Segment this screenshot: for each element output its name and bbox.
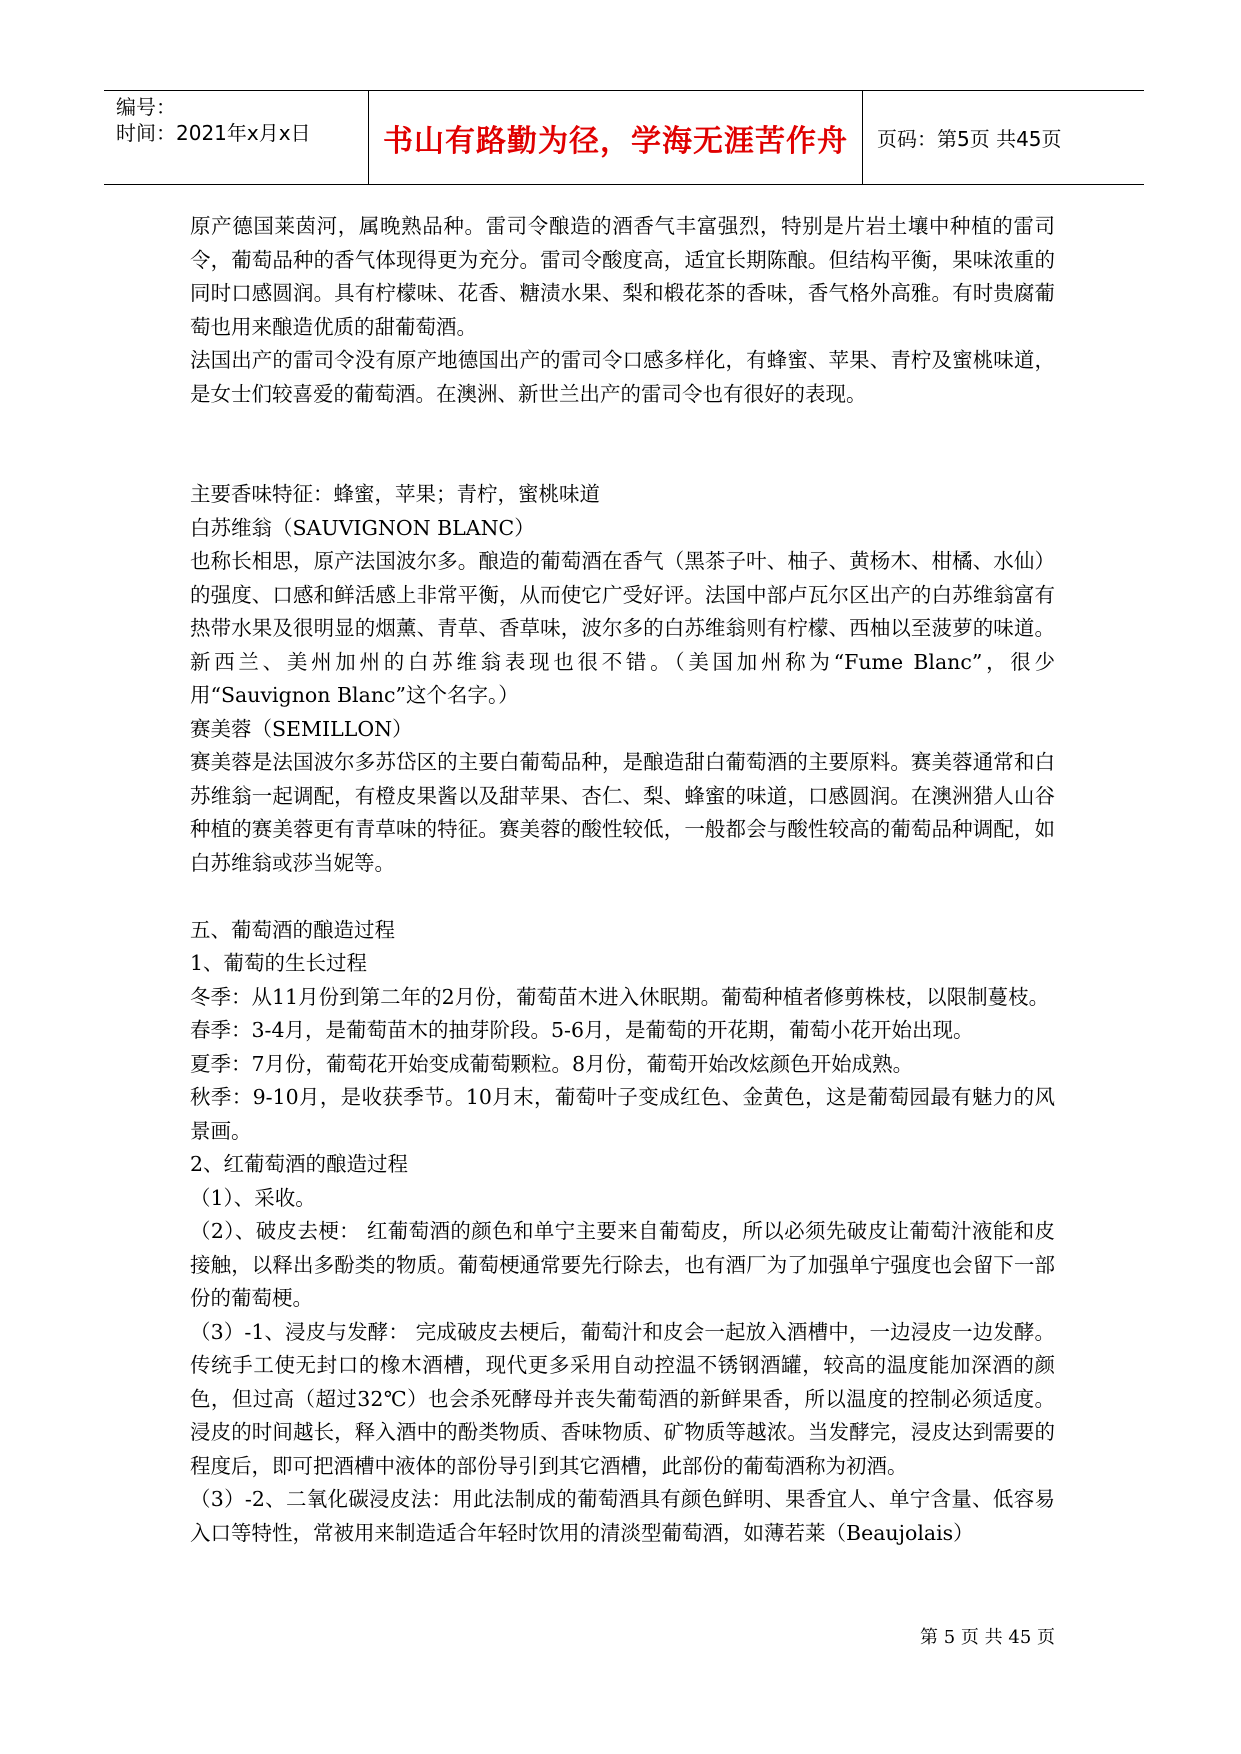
blank-space [190,411,1055,478]
header-page-code: 页码：第5页 共45页 [877,127,1062,151]
page-footer: 第 5 页 共 45 页 [920,1627,1055,1648]
section-heading: 赛美蓉（SEMILLON） [190,716,413,741]
paragraph: （1）、采收。 [190,1185,316,1210]
section-heading: 2、红葡萄酒的酿造过程 [190,1152,409,1176]
paragraph: 也称长相思，原产法国波尔多。酿造的葡萄酒在香气（黑茶子叶、柚子、黄杨木、柑橘、水仙）的强度、口感和鲜活感上非常平衡，从而使它广受好评。法国中部卢瓦尔区出产的白苏维翁富有热带水果及很明显的烟薰、青草、香草味，波尔多的白苏维翁则有柠檬、西柚以至菠萝的味道。新西兰、美州加州的白苏维翁表现也很不错。（美国加州称为“Fume Blanc”，很少用“Sauvignon Blanc”这个名字。） [190,549,1055,707]
chapter-heading: 五、葡萄酒的酿造过程 [190,917,395,942]
section-heading: 白苏维翁（SAUVIGNON BLANC） [190,515,535,540]
page-header [104,90,1144,185]
document-body [190,210,1055,1550]
paragraph: 赛美蓉是法国波尔多苏岱区的主要白葡萄品种，是酿造甜白葡萄酒的主要原料。赛美蓉通常和白苏维翁一起调配，有橙皮果酱以及甜苹果、杏仁、梨、蜂蜜的味道，口感圆润。在澳洲猎人山谷种植的赛美蓉更有青草味的特征。赛美蓉的酸性较低，一般都会与酸性较高的葡萄品种调配，如白苏维翁或莎当妮等。 [190,750,1055,875]
paragraph: 主要香味特征：蜂蜜，苹果；青柠，蜜桃味道 [190,482,600,506]
paragraph: （3）-1、浸皮与发酵： 完成破皮去梗后，葡萄汁和皮会一起放入酒槽中，一边浸皮一边发酵。传统手工使无封口的橡木酒槽，现代更多采用自动控温不锈钢酒罐，较高的温度能加深酒的颜色，但过高（超过32℃）也会杀死酵母并丧失葡萄酒的新鲜果香，所以温度的控制必须适度。浸皮的时间越长，释入酒中的酚类物质、香味物质、矿物质等越浓。当发酵完，浸皮达到需要的程度后，即可把酒槽中液体的部份导引到其它酒槽，此部份的葡萄酒称为初酒。 [190,1319,1055,1478]
document-number-label: 编号： [116,95,176,119]
paragraph: 秋季：9-10月，是收获季节。10月末，葡萄叶子变成红色、金黄色，这是葡萄园最有魅力的风景画。 [190,1085,1055,1143]
paragraph: 夏季：7月份，葡萄花开始变成葡萄颗粒。8月份，葡萄开始改炫颜色开始成熟。 [190,1051,914,1076]
paragraph: （3）-2、二氧化碳浸皮法：用此法制成的葡萄酒具有颜色鲜明、果香宜人、单宁含量、低容易入口等特性，常被用来制造适合年轻时饮用的清淡型葡萄酒，如薄若莱（Beaujolais） [190,1487,1055,1545]
blank-space [190,880,1055,914]
document-time-label: 时间：2021年x月x日 [116,121,311,145]
header-page-cell [863,91,1144,184]
paragraph: 春季：3-4月，是葡萄苗木的抽芽阶段。5-6月，是葡萄的开花期，葡萄小花开始出现。 [190,1018,974,1042]
header-info-cell [104,91,369,184]
paragraph: 法国出产的雷司令没有原产地德国出产的雷司令口感多样化，有蜂蜜、苹果、青柠及蜜桃味道，是女士们较喜爱的葡萄酒。在澳洲、新世兰出产的雷司令也有很好的表现。 [190,348,1055,406]
header-motto-cell [369,91,863,184]
section-heading: 1、葡萄的生长过程 [190,951,368,975]
paragraph: 原产德国莱茵河，属晚熟品种。雷司令酿造的酒香气丰富强烈，特别是片岩土壤中种植的雷司令，葡萄品种的香气体现得更为充分。雷司令酸度高，适宜长期陈酿。但结构平衡，果味浓重的同时口感圆润。具有柠檬味、花香、糖渍水果、梨和椴花茶的香味，香气格外高雅。有时贵腐葡萄也用来酿造优质的甜葡萄酒。 [190,214,1055,339]
paragraph: （2）、破皮去梗： 红葡萄酒的颜色和单宁主要来自葡萄皮，所以必须先破皮让葡萄汁液能和皮接触，以释出多酚类的物质。葡萄梗通常要先行除去，也有酒厂为了加强单宁强度也会留下一部份的葡萄梗。 [190,1219,1055,1310]
header-motto: 书山有路勤为径，学海无涯苦作舟 [383,123,848,159]
paragraph: 冬季：从11月份到第二年的2月份，葡萄苗木进入休眠期。葡萄种植者修剪株枝，以限制蔓枝。 [190,984,1050,1009]
